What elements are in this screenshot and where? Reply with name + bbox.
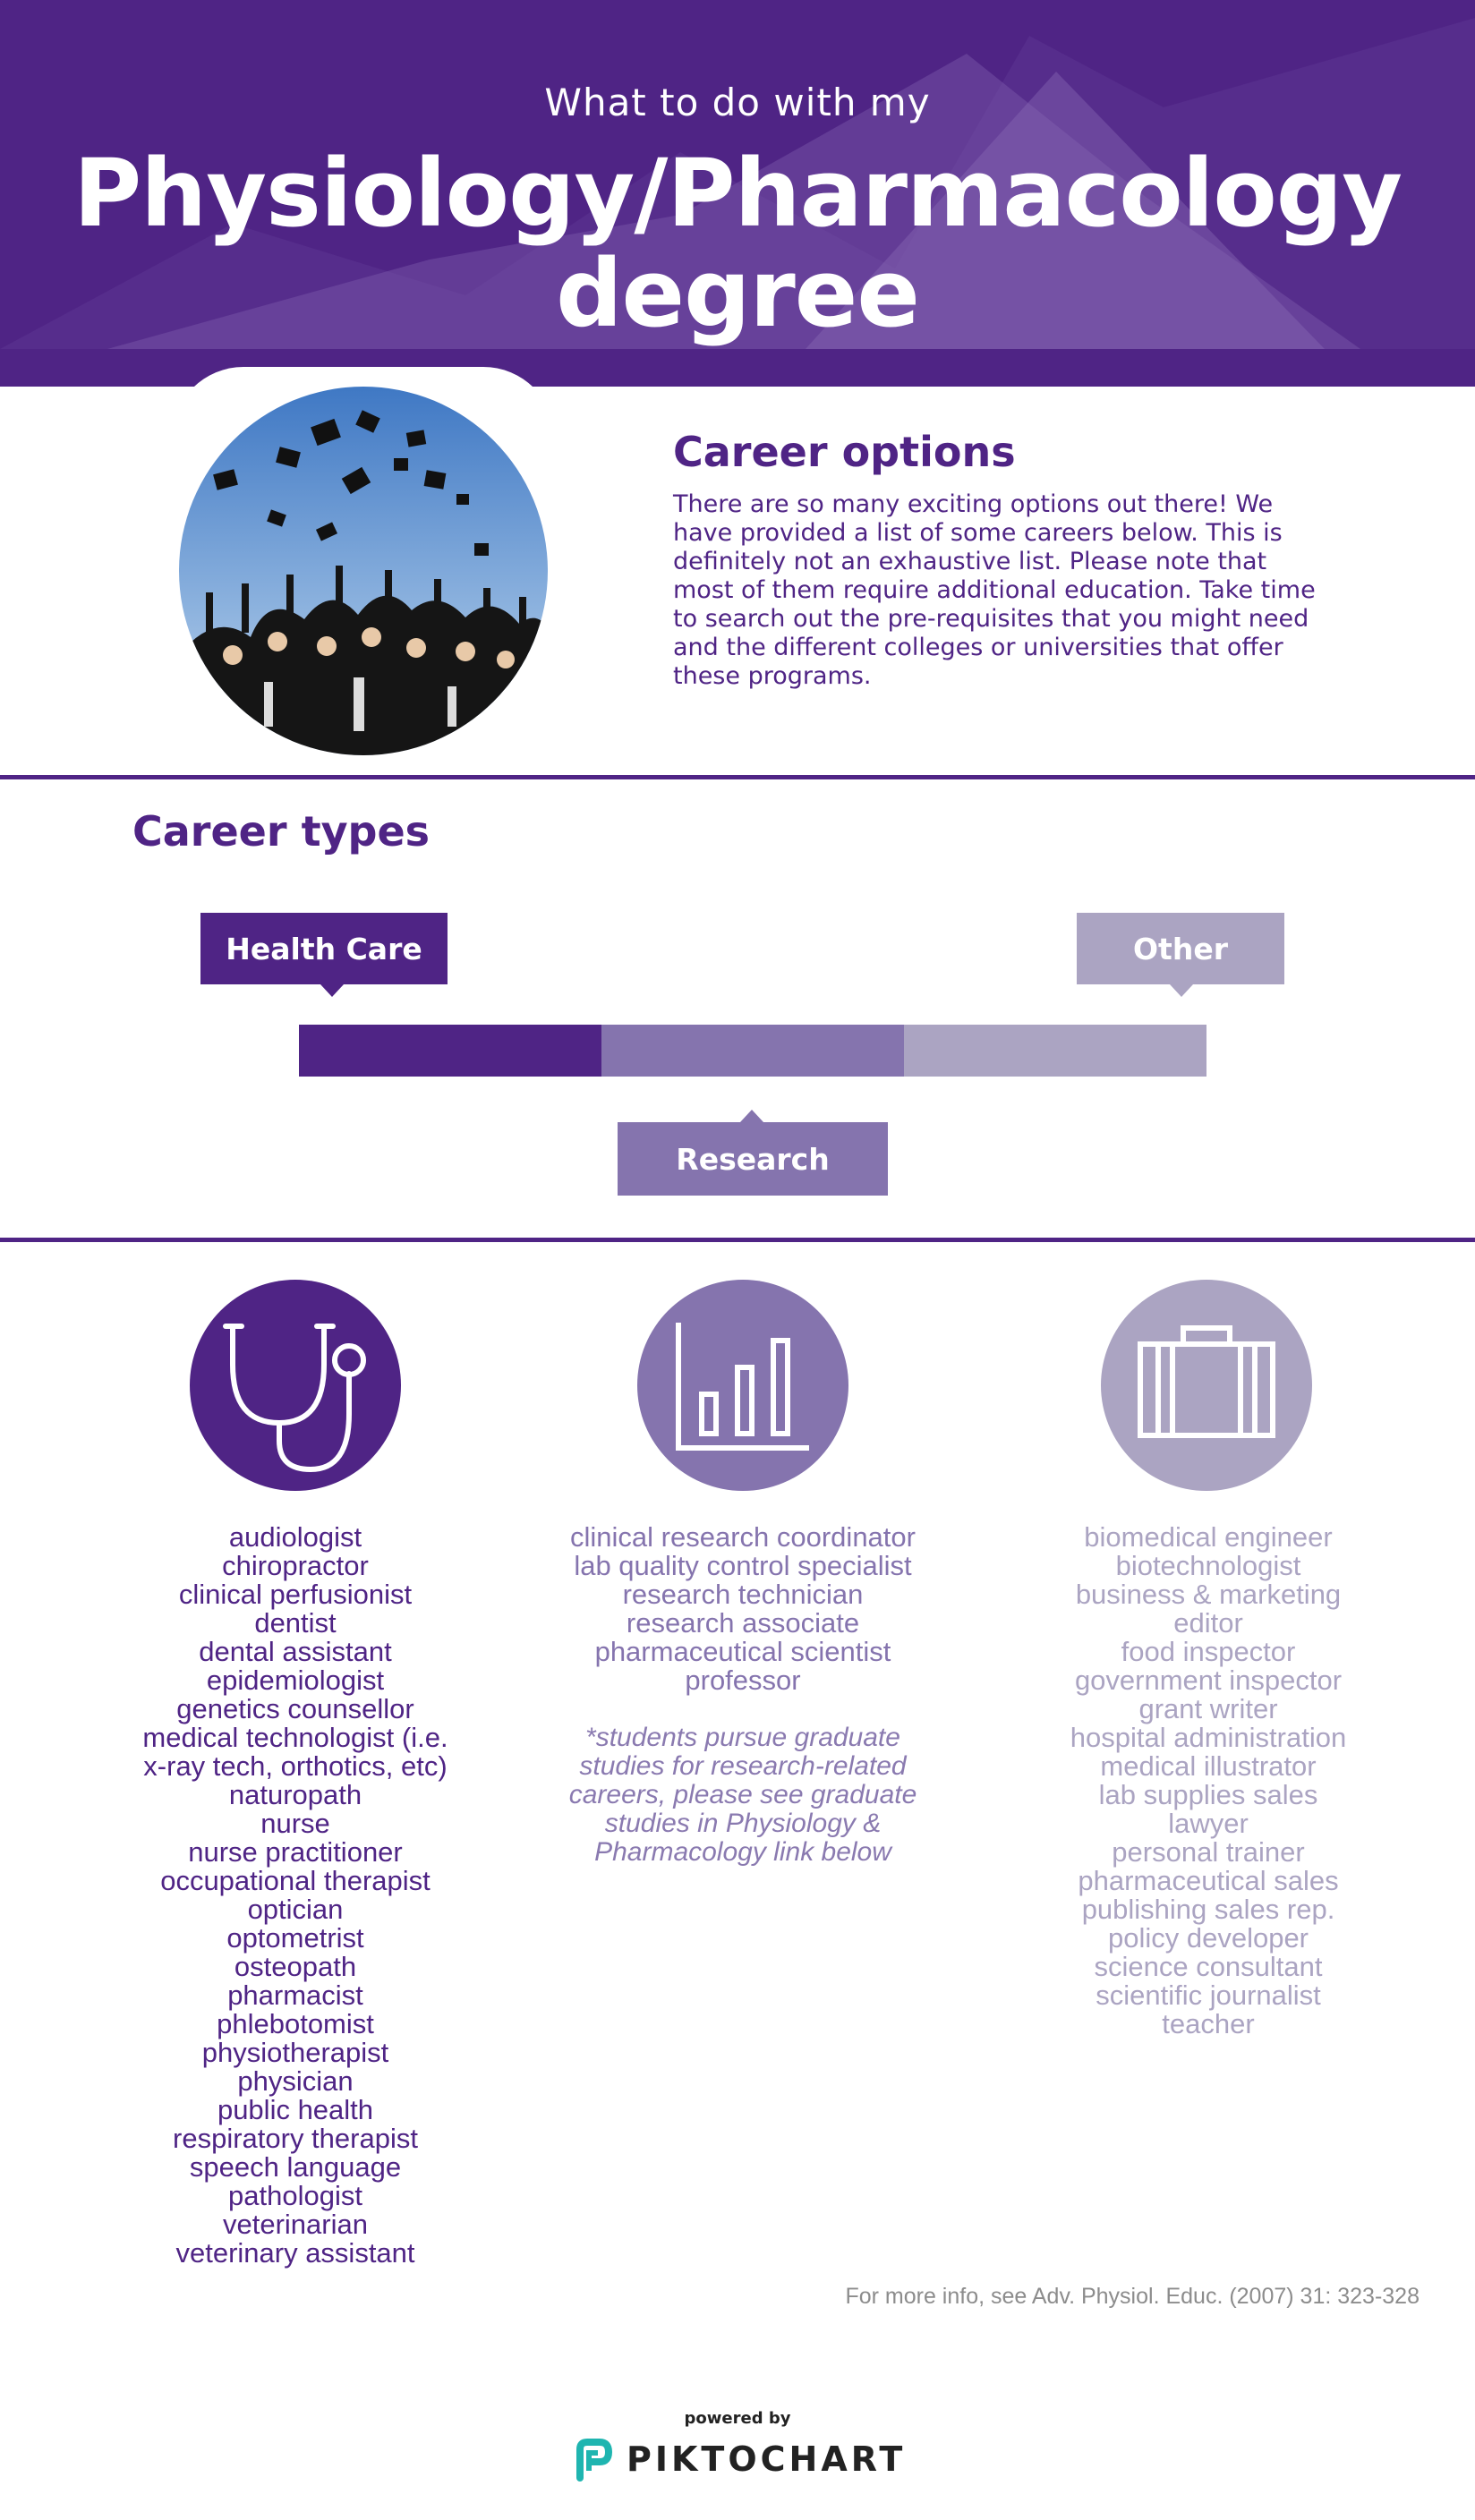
page-title-line2: degree — [556, 239, 919, 348]
health-care-career-item: optician — [247, 1894, 344, 1925]
page-title — [0, 139, 1475, 348]
research-career-item: clinical research coordinator — [570, 1521, 916, 1553]
health-care-career-item: epidemiologist — [206, 1664, 385, 1696]
graduation-photo — [179, 387, 548, 755]
other-career-item: hospital administration — [1070, 1722, 1347, 1753]
other-career-item: science consultant — [1094, 1951, 1323, 1982]
health-care-career-item: nurse practitioner — [188, 1836, 403, 1868]
research-career-item: lab quality control specialist — [574, 1550, 912, 1581]
reference-note: For more info, see Adv. Physiol. Educ. (2007) 31: 323-328 — [845, 2284, 1420, 2309]
research-career-list — [546, 1523, 940, 1695]
career-types-title: Career types — [132, 807, 431, 856]
other-career-item: pharmaceutical sales — [1078, 1865, 1339, 1896]
career-options-text: There are so many exciting options out there! We have provided a list of some careers below. This is definitely not an exhaustive list. Please note that most of them require additional education. Take time to search out the pre-requisites that you might need and the different colleges or universities that offer these programs. — [673, 490, 1316, 690]
other-career-item: scientific journalist — [1096, 1979, 1321, 2011]
other-career-item: lawyer — [1168, 1808, 1249, 1839]
other-career-item: biotechnologist — [1115, 1550, 1301, 1581]
callout-other-label: Other — [1133, 931, 1228, 966]
health-care-career-item: x-ray tech, orthotics, etc) — [143, 1750, 448, 1782]
other-career-item: business & marketing — [1075, 1579, 1342, 1610]
research-note-line: studies for research-related — [579, 1751, 907, 1781]
bar-chart-icon — [637, 1280, 848, 1491]
career-options-title: Career options — [673, 428, 1016, 476]
health-care-career-item: dental assistant — [199, 1636, 392, 1667]
callout-health-care-pointer — [320, 984, 344, 997]
other-career-item: personal trainer — [1112, 1836, 1305, 1868]
research-note-line: *students pursue graduate — [585, 1723, 900, 1752]
other-career-item: grant writer — [1138, 1693, 1278, 1724]
callout-other-pointer — [1170, 984, 1193, 997]
piktochart-wordmark: PIKTOCHART — [627, 2439, 907, 2479]
callout-research — [618, 1122, 888, 1196]
other-career-item: teacher — [1162, 2008, 1255, 2039]
research-note-line: studies in Physiology & — [604, 1809, 882, 1838]
section-divider — [0, 775, 1475, 779]
research-note-line: careers, please see graduate — [568, 1780, 917, 1809]
header-banner — [0, 0, 1475, 387]
other-career-item: publishing sales rep. — [1081, 1894, 1335, 1925]
callout-health-care-label: Health Care — [226, 931, 422, 966]
piktochart-logo[interactable] — [575, 2434, 906, 2484]
powered-by-label: powered by — [684, 2409, 791, 2428]
briefcase-icon — [1101, 1280, 1312, 1491]
health-care-career-item: veterinarian — [223, 2209, 368, 2240]
health-care-career-item: naturopath — [228, 1779, 362, 1810]
research-career-item: research associate — [626, 1607, 860, 1639]
health-care-career-item: medical technologist (i.e. — [142, 1722, 448, 1753]
health-care-career-item: phlebotomist — [217, 2008, 374, 2039]
other-career-item: policy developer — [1107, 1922, 1309, 1954]
research-career-item: pharmaceutical scientist — [594, 1636, 891, 1667]
piktochart-logo-icon — [575, 2437, 614, 2482]
other-career-item: medical illustrator — [1100, 1750, 1317, 1782]
callout-health-care — [200, 913, 448, 984]
stethoscope-icon — [190, 1280, 401, 1491]
bar-segment-health-care — [299, 1025, 601, 1077]
health-care-career-item: respiratory therapist — [173, 2123, 418, 2154]
other-career-item: lab supplies sales — [1098, 1779, 1318, 1810]
other-career-item: food inspector — [1121, 1636, 1296, 1667]
other-career-item: biomedical engineer — [1084, 1521, 1333, 1553]
callout-other — [1077, 913, 1284, 984]
section-divider — [0, 1238, 1475, 1242]
health-care-career-item: genetics counsellor — [176, 1693, 414, 1724]
health-care-career-item: osteopath — [234, 1951, 357, 1982]
header-kicker: What to do with my — [544, 81, 931, 124]
health-care-career-item: audiologist — [228, 1521, 362, 1553]
health-care-career-item: pathologist — [228, 2180, 362, 2211]
callout-research-label: Research — [676, 1141, 830, 1177]
health-care-career-item: dentist — [254, 1607, 337, 1639]
page-title-line1: Physiology/Pharmacology — [72, 139, 1403, 248]
callout-research-pointer — [740, 1110, 763, 1122]
health-care-career-item: chiropractor — [222, 1550, 369, 1581]
research-career-item: research technician — [622, 1579, 864, 1610]
health-care-career-list — [116, 1523, 474, 2268]
health-care-career-item: optometrist — [226, 1922, 364, 1954]
health-care-career-item: occupational therapist — [160, 1865, 431, 1896]
health-care-career-item: pharmacist — [227, 1979, 363, 2011]
bar-segment-research — [601, 1025, 904, 1077]
bar-segment-other — [904, 1025, 1206, 1077]
research-career-item: professor — [685, 1664, 801, 1696]
health-care-career-item: physician — [237, 2065, 354, 2097]
health-care-career-item: public health — [217, 2094, 374, 2125]
other-career-list — [1029, 1523, 1387, 2039]
research-graduate-note — [546, 1724, 940, 1867]
health-care-career-item: clinical perfusionist — [178, 1579, 413, 1610]
other-career-item: editor — [1173, 1607, 1243, 1639]
health-care-career-item: nurse — [260, 1808, 330, 1839]
research-note-line: Pharmacology link below — [594, 1837, 891, 1867]
health-care-career-item: physiotherapist — [201, 2037, 389, 2068]
other-career-item: government inspector — [1074, 1664, 1343, 1696]
health-care-career-item: speech language — [189, 2151, 402, 2183]
health-care-career-item: veterinary assistant — [175, 2237, 415, 2269]
